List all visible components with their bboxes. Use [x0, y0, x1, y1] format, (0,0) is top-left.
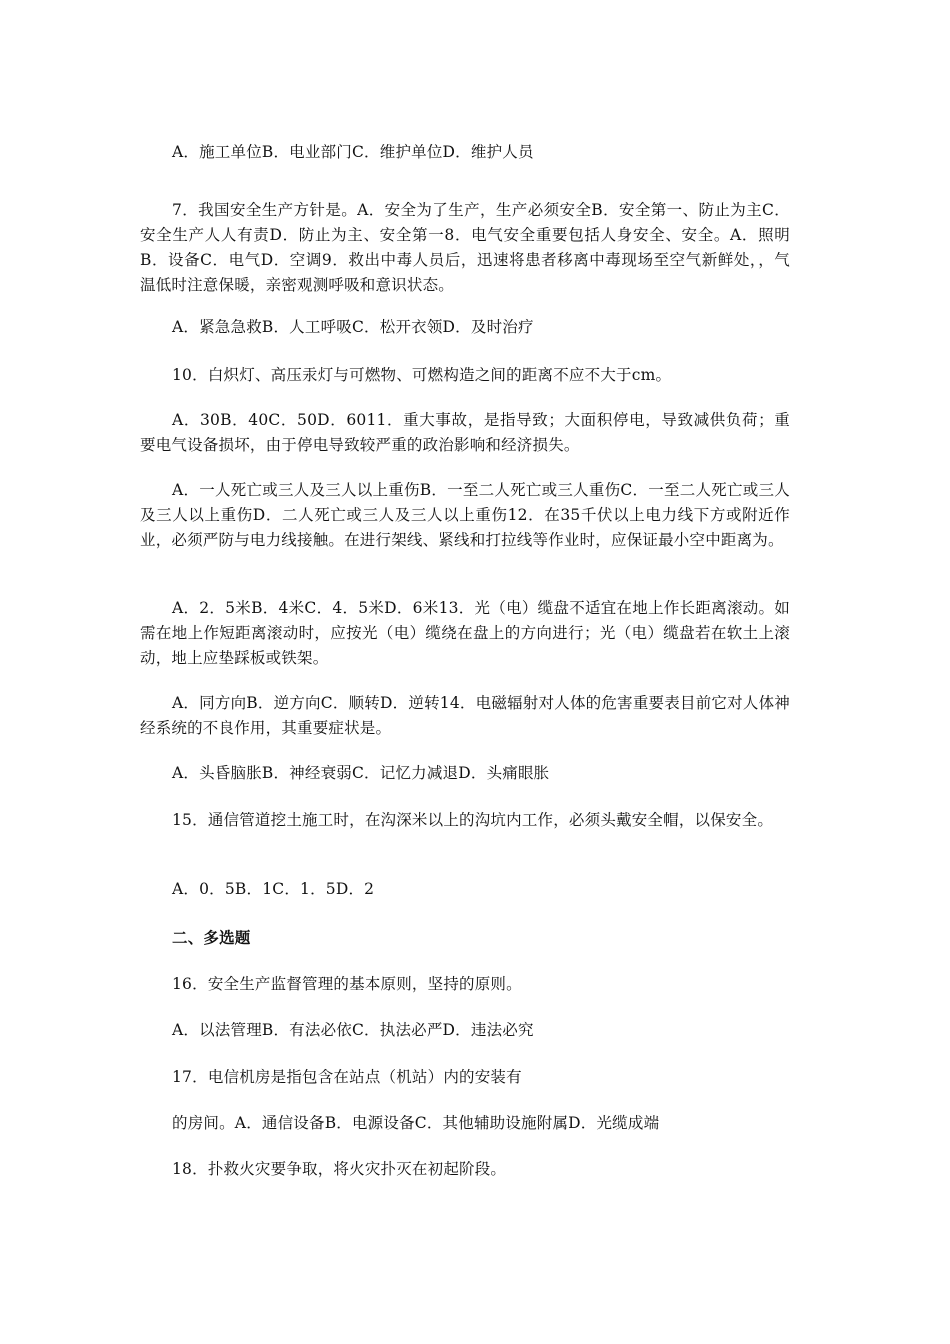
paragraph-answer-options-6: A．施工单位B．电业部门C．维护单位D．维护人员 [172, 143, 534, 161]
paragraph-question-17: 17．电信机房是指包含在站点（机站）内的安装有 [172, 1068, 522, 1086]
paragraph-questions-7-9: 7．我国安全生产方针是。A．安全为了生产，生产必须安全B．安全第一、防止为主C．安全生产人人有责D．防止为主、安全第一8．电气安全重要包括人身安全、安全。A．照明B．设备C．电气D．空调9．救出中毒人员后，迅速将患者移离中毒现场至空气新鲜处，，气温低时注意保暖，亲密观测呼吸和意识状态。 [140, 201, 790, 294]
paragraph-question-12: A．一人死亡或三人及三人以上重伤B．一至二人死亡或三人重伤C．一至二人死亡或三人及三人以上重伤D．二人死亡或三人及三人以上重伤12．在35千伏以上电力线下方或附近作业，必须严防与电力线接触。在进行架线、紧线和打拉线等作业时，应保证最小空中距离为。 [140, 481, 790, 549]
paragraph-answer-options-9: A．紧急急救B．人工呼吸C．松开衣领D．及时治疗 [172, 318, 534, 336]
paragraph-question-16: 16．安全生产监督管理的基本原则，坚持的原则。 [172, 975, 522, 993]
paragraph-answer-options-15: A．0．5B．1C．1．5D．2 [172, 880, 375, 898]
paragraph-question-18: 18．扑救火灾要争取，将火灾扑灭在初起阶段。 [172, 1160, 507, 1178]
section-heading-multiple-choice: 二、多选题 [172, 928, 251, 947]
paragraph-answer-options-14: A．头昏脑胀B．神经衰弱C．记忆力减退D．头痛眼胀 [172, 764, 550, 782]
paragraph-question-14: A．同方向B．逆方向C．顺转D．逆转14．电磁辐射对人体的危害重要表目前它对人体神经系统的不良作用，其重要症状是。 [140, 694, 790, 737]
paragraph-question-13: A．2．5米B．4米C．4．5米D．6米13．光（电）缆盘不适宜在地上作长距离滚动。如需在地上作短距离滚动时，应按光（电）缆绕在盘上的方向进行；光（电）缆盘若在软土上滚动，地上应垫踩板或铁架。 [140, 599, 790, 667]
paragraph-answer-options-16: A．以法管理B．有法必依C．执法必严D．违法必究 [172, 1021, 534, 1039]
paragraph-question-15: 15．通信管道挖土施工时，在沟深米以上的沟坑内工作，必须头戴安全帽，以保安全。 [172, 811, 774, 829]
paragraph-answer-options-17: 的房间。A．通信设备B．电源设备C．其他辅助设施附属D．光缆成端 [172, 1114, 660, 1132]
paragraph-question-11: A．30B．40C．50D．6011．重大事故，是指导致；大面积停电，导致减供负荷；重要电气设备损坏，由于停电导致较严重的政治影响和经济损失。 [140, 411, 790, 454]
paragraph-question-10: 10．白炽灯、高压汞灯与可燃物、可燃构造之间的距离不应不大于cm。 [172, 366, 672, 384]
